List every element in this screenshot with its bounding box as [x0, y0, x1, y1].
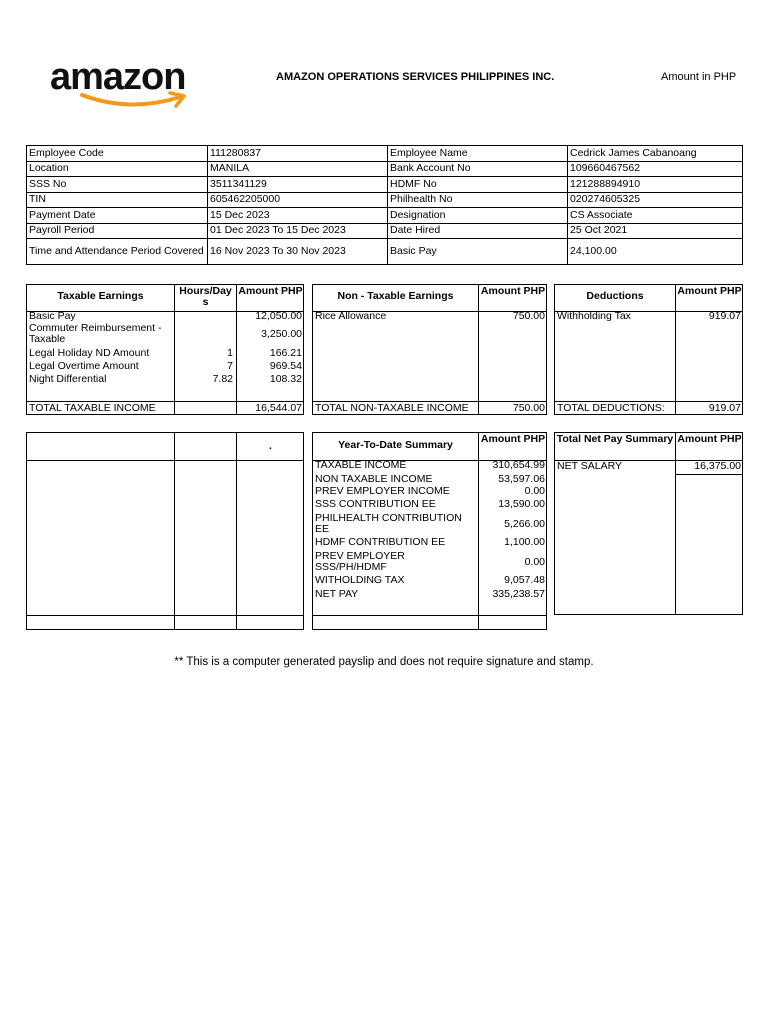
netpay-header-label: Total Net Pay Summary [556, 433, 674, 445]
taxable-row-label: Night Differential [29, 373, 107, 385]
ytd-row-amount: 0.00 [524, 485, 545, 497]
taxable-row-label: Legal Overtime Amount [29, 360, 139, 372]
net-pay-summary-table [554, 432, 743, 615]
ytd-row-amount: 1,100.00 [504, 536, 545, 548]
info-row [27, 161, 743, 177]
taxable-row-amount: 3,250.00 [261, 328, 302, 340]
logo-smile-arrow-icon [80, 91, 190, 111]
info-label: Basic Pay [388, 239, 568, 265]
info-value: 16 Nov 2023 To 30 Nov 2023 [208, 239, 388, 265]
info-label: Employee Name [388, 146, 568, 162]
ytd-row-amount: 13,590.00 [498, 498, 545, 510]
ytd-row-label: TAXABLE INCOME [315, 459, 407, 471]
deductions-total-amount: 919.07 [708, 402, 741, 414]
deductions-header-amount: Amount PHP [677, 285, 742, 297]
taxable-row-hours: 7.82 [212, 373, 233, 385]
netpay-header-amount: Amount PHP [677, 433, 742, 445]
info-value: 25 Oct 2021 [568, 223, 743, 239]
info-value: 01 Dec 2023 To 15 Dec 2023 [208, 223, 388, 239]
ytd-row-amount: 9,057.48 [504, 574, 545, 586]
ytd-row-amount: 335,238.57 [492, 588, 545, 600]
ytd-row-label: PREV EMPLOYER SSS/PH/HDMF [315, 550, 405, 573]
taxable-row-amount: 108.32 [269, 373, 302, 385]
footer-note: ** This is a computer generated payslip and does not require signature and stamp. [174, 656, 594, 668]
ytd-row-amount: 53,597.06 [498, 473, 545, 485]
info-label: Location [27, 161, 208, 177]
ytd-row-label: HDMF CONTRIBUTION EE [315, 536, 446, 548]
ytd-row-amount: 310,654.99 [492, 459, 545, 471]
blank-header-dot: . [269, 440, 272, 452]
ytd-row-amount: 0.00 [524, 556, 545, 568]
info-value: MANILA [208, 161, 388, 177]
taxable-earnings-table [26, 284, 304, 415]
deduction-row-label: Withholding Tax [557, 310, 631, 322]
nontaxable-header-label: Non - Taxable Earnings [337, 290, 454, 302]
info-value: 109660467562 [568, 161, 743, 177]
ytd-summary-table [312, 432, 547, 630]
info-label: Employee Code [27, 146, 208, 162]
info-value: 111280837 [208, 146, 388, 162]
ytd-row-label: NON TAXABLE INCOME [315, 473, 433, 485]
info-row [27, 146, 743, 162]
employee-info-table [26, 145, 743, 265]
taxable-row-label: Basic Pay [29, 310, 76, 322]
info-label: Philhealth No [388, 192, 568, 208]
taxable-row-amount: 12,050.00 [255, 310, 302, 322]
currency-note: Amount in PHP [661, 71, 737, 83]
taxable-header-amount: Amount PHP [238, 285, 303, 297]
taxable-header-hours: Hours/Day s [179, 285, 232, 308]
info-row [27, 192, 743, 208]
ytd-row-label: PREV EMPLOYER INCOME [315, 485, 450, 497]
info-label: Time and Attendance Period Covered [27, 239, 208, 265]
ytd-row-label: WITHOLDING TAX [315, 574, 405, 586]
ytd-row-label: SSS CONTRIBUTION EE [315, 498, 436, 510]
nontaxable-earnings-table [312, 284, 547, 415]
taxable-row-label: Legal Holiday ND Amount [29, 347, 150, 359]
info-row [27, 208, 743, 224]
deduction-row-amount: 919.07 [708, 310, 741, 322]
info-row [27, 177, 743, 193]
deductions-header-label: Deductions [586, 290, 644, 302]
info-label: Payment Date [27, 208, 208, 224]
ytd-header-label: Year-To-Date Summary [338, 439, 453, 451]
info-label: Designation [388, 208, 568, 224]
info-row [27, 239, 743, 265]
ytd-row-amount: 5,266.00 [504, 518, 545, 530]
company-name: AMAZON OPERATIONS SERVICES PHILIPPINES INC. [276, 71, 555, 83]
net-salary-amount: 16,375.00 [694, 460, 741, 472]
info-value: CS Associate [568, 208, 743, 224]
info-value: 605462205000 [208, 192, 388, 208]
info-label: Bank Account No [388, 161, 568, 177]
info-value: 15 Dec 2023 [208, 208, 388, 224]
taxable-total-label: TOTAL TAXABLE INCOME [29, 402, 156, 414]
taxable-row-hours: 7 [227, 360, 233, 372]
info-value: 121288894910 [568, 177, 743, 193]
info-row [27, 223, 743, 239]
ytd-row-label: NET PAY [315, 588, 359, 600]
ytd-header-amount: Amount PHP [480, 433, 546, 445]
taxable-row-amount: 166.21 [269, 347, 302, 359]
info-label: Payroll Period [27, 223, 208, 239]
blank-table [26, 432, 304, 630]
info-label: HDMF No [388, 177, 568, 193]
info-value: Cedrick James Cabanoang [568, 146, 743, 162]
info-value: 24,100.00 [568, 239, 743, 265]
taxable-header-label: Taxable Earnings [57, 290, 144, 302]
deductions-total-label: TOTAL DEDUCTIONS: [557, 402, 665, 414]
nontaxable-row-amount: 750.00 [512, 310, 545, 322]
nontaxable-total-label: TOTAL NON-TAXABLE INCOME [315, 402, 469, 414]
info-label: Date Hired [388, 223, 568, 239]
net-salary-label: NET SALARY [557, 460, 622, 472]
info-value: 020274605325 [568, 192, 743, 208]
taxable-row-hours: 1 [227, 347, 233, 359]
taxable-row-amount: 969.54 [269, 360, 302, 372]
nontaxable-total-amount: 750.00 [512, 402, 545, 414]
info-label: SSS No [27, 177, 208, 193]
info-label: TIN [27, 192, 208, 208]
logo-wordmark: amazon [50, 56, 186, 98]
info-value: 3511341129 [208, 177, 388, 193]
nontaxable-header-amount: Amount PHP [480, 285, 546, 297]
ytd-row-label: PHILHEALTH CONTRIBUTION EE [315, 512, 462, 535]
nontaxable-row-label: Rice Allowance [315, 310, 387, 322]
deductions-table [554, 284, 743, 415]
amazon-logo [50, 58, 210, 110]
taxable-total-amount: 16,544.07 [255, 402, 302, 414]
taxable-row-label: Commuter Reimbursement - Taxable [29, 322, 162, 345]
